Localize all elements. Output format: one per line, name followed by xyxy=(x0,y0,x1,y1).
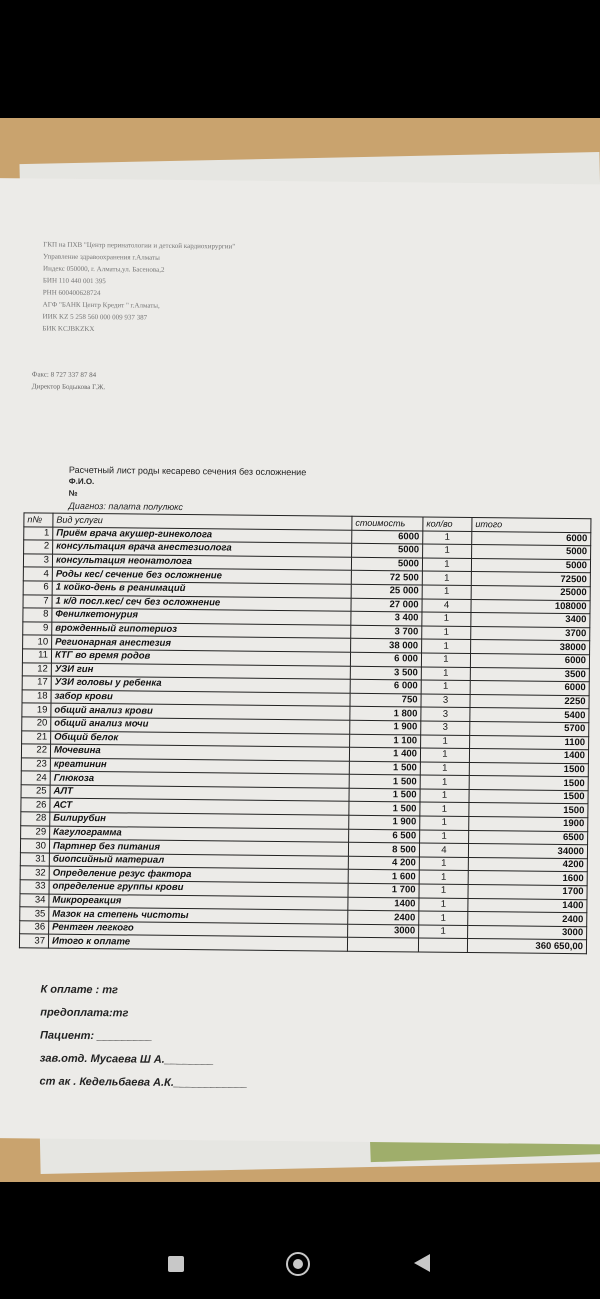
service-qty: 1 xyxy=(422,585,471,599)
row-number: 9 xyxy=(23,622,52,636)
fax-number: Факс: 8 727 337 87 84 xyxy=(31,370,97,380)
number-label: № xyxy=(68,488,78,498)
row-number: 28 xyxy=(21,812,50,826)
service-total: 1500 xyxy=(469,762,588,777)
service-qty: 4 xyxy=(419,843,468,857)
service-qty: 1 xyxy=(423,544,472,558)
row-number: 3 xyxy=(23,554,52,568)
service-qty: 1 xyxy=(422,558,471,572)
service-total: 3400 xyxy=(471,613,590,628)
service-name: АСТ xyxy=(50,799,349,816)
row-number: 6 xyxy=(23,581,52,595)
total-row-number: 37 xyxy=(19,934,48,948)
service-qty: 1 xyxy=(419,925,468,939)
col-price: стоимость xyxy=(352,516,423,530)
row-number: 31 xyxy=(20,853,49,867)
service-price: 6 000 xyxy=(350,652,421,666)
total-label: Итого к оплате xyxy=(48,935,347,952)
row-number: 17 xyxy=(22,676,51,690)
service-price: 1 700 xyxy=(348,883,419,897)
service-qty: 1 xyxy=(420,748,469,762)
service-total: 1400 xyxy=(469,749,588,764)
service-total: 5000 xyxy=(472,545,591,560)
service-qty: 1 xyxy=(422,612,471,626)
service-price: 3 400 xyxy=(351,611,422,625)
service-qty: 1 xyxy=(421,667,470,681)
col-total: итого xyxy=(472,518,591,533)
service-price: 4 200 xyxy=(348,856,419,870)
header-line: АГФ "БАНК Центр Кредит " г.Алматы, xyxy=(42,300,160,310)
service-price: 6000 xyxy=(352,530,423,544)
service-name: Определение резус фактора xyxy=(49,867,348,884)
clinic-header xyxy=(42,239,303,338)
service-total: 1100 xyxy=(470,735,589,750)
service-price: 1 500 xyxy=(349,761,420,775)
service-name: консультация неонатолога xyxy=(52,554,351,571)
service-total: 1900 xyxy=(469,817,588,832)
total-empty-qty xyxy=(418,938,467,952)
row-number: 36 xyxy=(20,921,49,935)
service-price: 25 000 xyxy=(351,584,422,598)
service-qty: 3 xyxy=(421,721,470,735)
service-qty: 1 xyxy=(421,680,470,694)
row-number: 22 xyxy=(21,744,50,758)
header-line: Индекс 050000, г. Алматы,ул. Басенова,2 xyxy=(43,264,165,274)
service-total: 1500 xyxy=(469,789,588,804)
service-price: 5000 xyxy=(351,557,422,571)
service-price: 8 500 xyxy=(348,842,419,856)
service-name: АЛТ xyxy=(50,785,349,802)
service-total: 6000 xyxy=(472,531,591,546)
service-name: Роды кес/ сечение без осложнение xyxy=(52,568,351,585)
patient-signature: Пациент: _________ xyxy=(39,1029,153,1043)
service-total: 5700 xyxy=(470,721,589,736)
document-title: Расчетный лист роды кесарево сечения без осложнение xyxy=(68,464,307,478)
service-total: 1400 xyxy=(468,898,587,913)
service-price: 1 500 xyxy=(349,788,420,802)
row-number: 4 xyxy=(23,567,52,581)
service-price: 1 500 xyxy=(349,775,420,789)
service-qty: 1 xyxy=(420,789,469,803)
row-number: 21 xyxy=(22,730,51,744)
service-name: УЗИ головы у ребенка xyxy=(51,676,350,693)
row-number: 33 xyxy=(20,880,49,894)
recents-icon[interactable] xyxy=(168,1256,184,1272)
service-qty: 3 xyxy=(421,707,470,721)
service-name: Кагулограмма xyxy=(50,826,349,843)
service-total: 72500 xyxy=(471,572,590,587)
document-titles xyxy=(69,464,307,514)
service-name: Приём врача акушер-гинеколога xyxy=(53,527,352,544)
service-price: 2400 xyxy=(348,910,419,924)
col-number: n№ xyxy=(24,513,53,527)
service-price: 1 500 xyxy=(349,802,420,816)
total-empty-price xyxy=(347,938,418,952)
service-name: Мазок на степень чистоты xyxy=(49,907,348,924)
home-icon[interactable] xyxy=(286,1252,310,1276)
row-number: 7 xyxy=(23,594,52,608)
service-price: 3000 xyxy=(348,924,419,938)
header-line: Управление здравоохранения г.Алматы xyxy=(43,252,160,262)
row-number: 29 xyxy=(21,825,50,839)
row-number: 8 xyxy=(23,608,52,622)
photo-background xyxy=(0,118,600,1182)
col-service: Вид услуги xyxy=(53,513,352,530)
service-qty: 1 xyxy=(419,911,468,925)
row-number: 25 xyxy=(21,785,50,799)
service-price: 1 100 xyxy=(350,734,421,748)
service-total: 3000 xyxy=(468,925,587,940)
service-name: забор крови xyxy=(51,690,350,707)
service-price: 5000 xyxy=(352,543,423,557)
row-number: 26 xyxy=(21,798,50,812)
service-qty: 1 xyxy=(420,816,469,830)
prepay-label: предоплата:тг xyxy=(40,1006,129,1020)
service-qty: 1 xyxy=(423,531,472,545)
row-number: 35 xyxy=(20,907,49,921)
service-total: 3500 xyxy=(470,667,589,682)
fax-block xyxy=(32,368,106,393)
to-pay-label: К оплате : тг xyxy=(40,983,118,997)
service-price: 1400 xyxy=(348,897,419,911)
header-line: ИИК KZ 5 258 560 000 009 937 387 xyxy=(42,312,148,322)
header-line: БИН 110 440 001 395 xyxy=(42,276,106,286)
row-number: 24 xyxy=(21,771,50,785)
service-qty: 1 xyxy=(420,775,469,789)
row-number: 2 xyxy=(24,540,53,554)
service-total: 6000 xyxy=(470,681,589,696)
service-name: креатинин xyxy=(50,758,349,775)
header-line: ГКП на ПХВ "Центр перинатологии и детской кардиохирургии" xyxy=(43,240,236,251)
service-qty: 4 xyxy=(422,599,471,613)
service-total: 25000 xyxy=(471,585,590,600)
service-total: 1600 xyxy=(468,871,587,886)
service-price: 27 000 xyxy=(351,598,422,612)
service-total: 108000 xyxy=(471,599,590,614)
service-qty: 1 xyxy=(420,802,469,816)
service-total: 1500 xyxy=(469,803,588,818)
service-total: 5000 xyxy=(471,558,590,573)
service-total: 4200 xyxy=(468,857,587,872)
service-qty: 1 xyxy=(419,870,468,884)
row-number: 1 xyxy=(24,526,53,540)
service-name: определение группы крови xyxy=(49,880,348,897)
service-price: 1 400 xyxy=(349,747,420,761)
service-qty: 1 xyxy=(421,653,470,667)
service-price: 3 700 xyxy=(351,625,422,639)
service-total: 2400 xyxy=(468,912,587,927)
service-qty: 3 xyxy=(421,694,470,708)
service-qty: 1 xyxy=(420,762,469,776)
service-name: Глюкоза xyxy=(50,771,349,788)
row-number: 18 xyxy=(22,690,51,704)
service-name: Билирубин xyxy=(50,812,349,829)
service-price: 6 000 xyxy=(350,679,421,693)
service-price: 6 500 xyxy=(349,829,420,843)
signature-block xyxy=(39,979,248,1096)
header-line: БИК KCJBKZKX xyxy=(42,324,95,334)
service-price: 1 900 xyxy=(349,815,420,829)
service-name: Регионарная анестезия xyxy=(52,635,351,652)
service-total: 2250 xyxy=(470,694,589,709)
service-total: 3700 xyxy=(471,626,590,641)
service-name: 1 койко-день в реанимаций xyxy=(52,581,351,598)
service-total: 1500 xyxy=(469,776,588,791)
director-name: Директор Бодыкова Г.Ж. xyxy=(31,382,106,392)
service-qty: 1 xyxy=(420,830,469,844)
service-price: 1 800 xyxy=(350,707,421,721)
service-total: 6000 xyxy=(470,653,589,668)
service-name: общий анализ крови xyxy=(51,703,350,720)
service-price: 38 000 xyxy=(351,639,422,653)
service-price: 3 500 xyxy=(350,666,421,680)
row-number: 10 xyxy=(23,635,52,649)
row-number: 23 xyxy=(21,758,50,772)
service-qty: 1 xyxy=(422,626,471,640)
service-qty: 1 xyxy=(422,639,471,653)
service-name: 1 к/д посл.кес/ сеч без осложнение xyxy=(52,595,351,612)
service-name: консультация врача анестезиолога xyxy=(53,540,352,557)
android-nav-bar xyxy=(0,1182,600,1299)
row-number: 32 xyxy=(20,866,49,880)
service-total: 6500 xyxy=(469,830,588,845)
service-total: 5400 xyxy=(470,708,589,723)
service-name: Мочевина xyxy=(50,744,349,761)
service-price: 72 500 xyxy=(351,571,422,585)
service-total: 38000 xyxy=(471,640,590,655)
service-qty: 1 xyxy=(419,898,468,912)
col-qty: кол/во xyxy=(423,517,472,531)
service-price: 1 600 xyxy=(348,870,419,884)
service-name: Фенилкетонурия xyxy=(52,608,351,625)
service-price: 1 900 xyxy=(350,720,421,734)
fio-label: Ф.И.О. xyxy=(68,476,95,487)
service-name: Партнер без питания xyxy=(49,839,348,856)
service-name: УЗИ гин xyxy=(51,663,350,680)
service-name: биопсийный материал xyxy=(49,853,348,870)
service-price: 750 xyxy=(350,693,421,707)
service-total: 1700 xyxy=(468,885,587,900)
row-number: 12 xyxy=(22,662,51,676)
head-signature: зав.отд. Мусаева Ш А.________ xyxy=(39,1052,214,1067)
service-name: врожденный гипотериоз xyxy=(52,622,351,639)
grand-total: 360 650,00 xyxy=(467,939,586,954)
invoice-sheet xyxy=(0,178,600,1144)
service-name: КТГ во время родов xyxy=(51,649,350,666)
row-number: 11 xyxy=(22,649,51,663)
diagnosis-label: Диагноз: палата полулюкс xyxy=(68,500,183,512)
row-number: 30 xyxy=(20,839,49,853)
row-number: 20 xyxy=(22,717,51,731)
header-line: РНН 600400628724 xyxy=(42,288,101,298)
service-qty: 1 xyxy=(419,857,468,871)
service-name: Рентген легкого xyxy=(49,921,348,938)
services-table xyxy=(19,512,592,954)
row-number: 34 xyxy=(20,893,49,907)
service-name: Микрореакция xyxy=(49,894,348,911)
senior-signature: ст ак . Кедельбаева А.К.____________ xyxy=(39,1075,248,1090)
back-icon[interactable] xyxy=(414,1254,430,1272)
service-qty: 1 xyxy=(421,734,470,748)
service-total: 34000 xyxy=(468,844,587,859)
service-name: общий анализ мочи xyxy=(51,717,350,734)
service-qty: 1 xyxy=(422,571,471,585)
row-number: 19 xyxy=(22,703,51,717)
service-name: Общий белок xyxy=(51,731,350,748)
service-qty: 1 xyxy=(419,884,468,898)
